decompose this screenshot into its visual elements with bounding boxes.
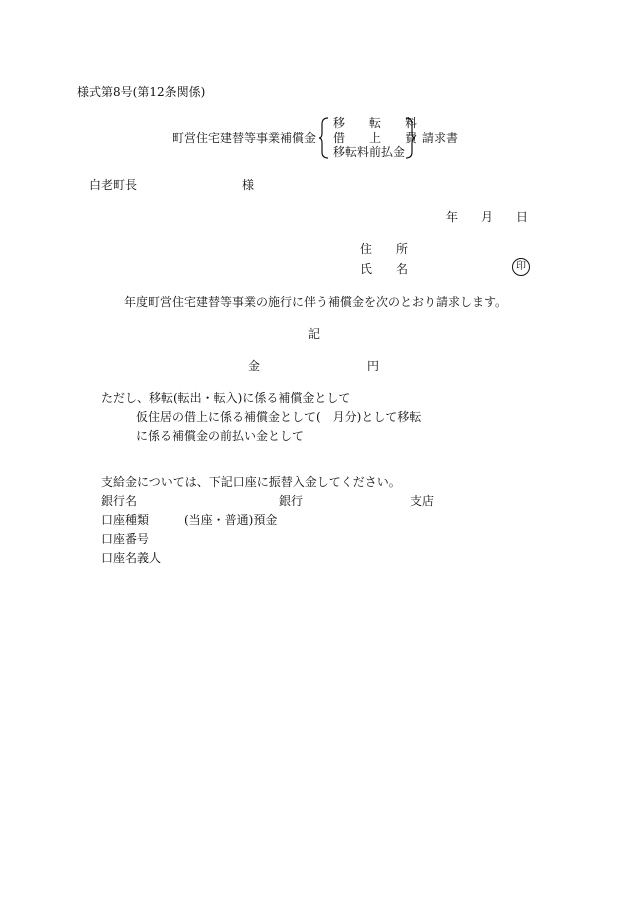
name-label: 氏 名 bbox=[360, 262, 409, 276]
title-option-rental-cost: 借 上 費 bbox=[333, 131, 418, 145]
title-prefix: 町営住宅建替等事業補償金 bbox=[172, 131, 317, 145]
bank-name-label: 銀行名 bbox=[101, 494, 138, 508]
amount-label: 金 bbox=[248, 359, 261, 373]
form-number: 様式第8号(第12条関係) bbox=[77, 85, 206, 99]
addressee-name: 白老町長 bbox=[89, 178, 138, 192]
request-statement: 年度町営住宅建替等事業の施行に伴う補償金を次のとおり請求します。 bbox=[124, 295, 508, 309]
title-suffix: 請求書 bbox=[422, 131, 459, 145]
bank-suffix: 銀行 bbox=[279, 494, 304, 508]
addressee-honorific: 様 bbox=[242, 178, 255, 192]
account-number-label: 口座番号 bbox=[101, 532, 150, 546]
title-option-relocation-fee: 移 転 料 bbox=[333, 116, 418, 130]
branch-suffix: 支店 bbox=[410, 494, 435, 508]
seal-mark: 印 bbox=[512, 258, 530, 276]
right-brace bbox=[404, 116, 416, 160]
date-month: 月 bbox=[481, 210, 494, 224]
title-option-advance-payment: 移転料前払金 bbox=[333, 145, 406, 159]
proviso-line-1: ただし、移転(転出・転入)に係る補償金として bbox=[101, 391, 351, 405]
address-label: 住 所 bbox=[360, 242, 409, 256]
amount-unit: 円 bbox=[367, 359, 380, 373]
proviso-line-2: 仮住居の借上に係る補償金として( 月分)として移転 bbox=[136, 410, 422, 424]
account-type-value: (当座・普通)預金 bbox=[184, 513, 278, 527]
account-holder-label: 口座名義人 bbox=[101, 551, 162, 565]
left-brace bbox=[318, 116, 330, 160]
date-year: 年 bbox=[446, 210, 459, 224]
proviso-line-3: に係る補償金の前払い金として bbox=[136, 429, 305, 443]
payment-note: 支給金については、下記口座に振替入金してください。 bbox=[101, 475, 401, 489]
account-type-label: 口座種類 bbox=[101, 513, 150, 527]
date-day: 日 bbox=[516, 210, 529, 224]
ki-heading: 記 bbox=[308, 327, 321, 341]
